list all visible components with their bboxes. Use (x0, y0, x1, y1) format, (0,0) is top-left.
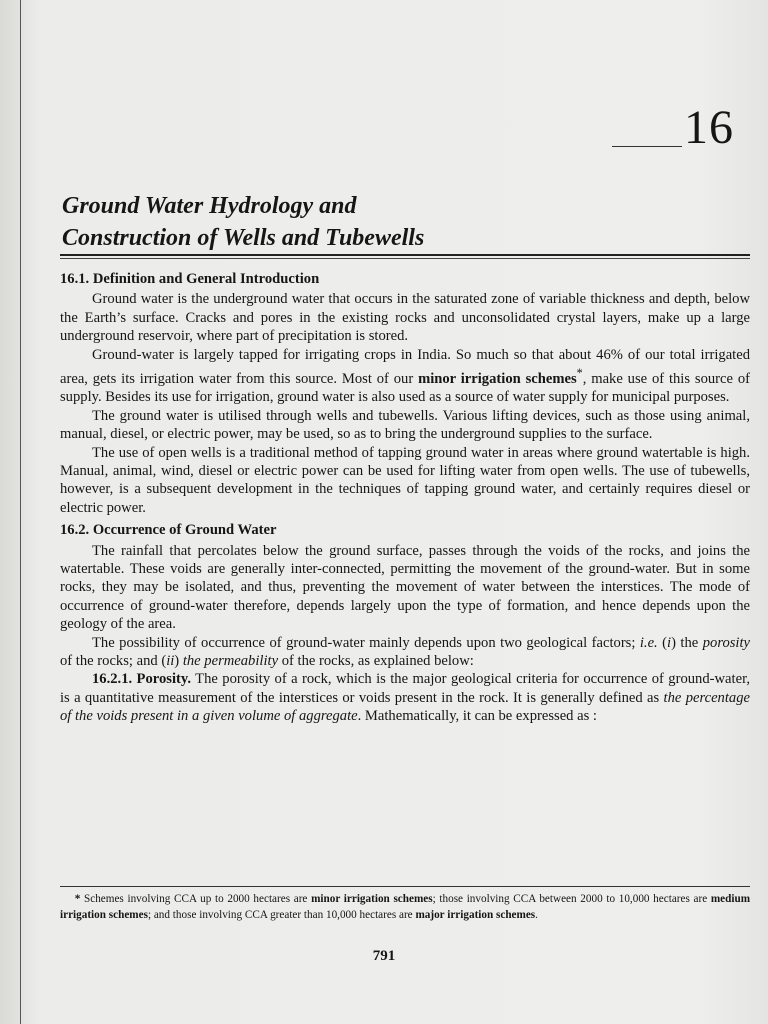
italic-term: i (667, 634, 672, 651)
section-heading-16-1: 16.1. Definition and General Introduction (60, 271, 320, 287)
text-run: Schemes involving CCA up to 2000 hectares are (84, 893, 312, 905)
text-run: of the rocks, as explained below: (278, 652, 474, 669)
text-run: . (535, 908, 538, 921)
italic-term: porosity (702, 634, 751, 651)
bold-term: minor irrigation schemes (311, 893, 433, 905)
text-run: ; those involving CCA between 2000 to 10,000 hectares are (432, 893, 711, 905)
bold-term: medium irrigation schemes (60, 893, 751, 921)
bold-term: minor irrigation schemes (418, 370, 577, 387)
binding-edge (20, 0, 21, 1024)
text-run: , make use of this source of supply. Besides its use for irrigation, ground water is also used as a source of water supply for municipal purposes. (60, 370, 750, 406)
italic-term: the percentage of the voids present in a given volume of aggregate (60, 689, 750, 725)
italic-term: ii (166, 652, 175, 669)
title-rule (60, 254, 750, 256)
text-run: of the rocks; and ( (60, 652, 167, 669)
chapter-title-line-2: Construction of Wells and Tubewells (62, 225, 425, 251)
chapter-rule (612, 146, 682, 147)
chapter-title-line-1: Ground Water Hydrology and (62, 193, 357, 219)
paragraph: The ground water is utilised through wells and tubewells. Various lifting devices, such as those using animal, manual, diesel, or electric power, may be used, so as to bring the underground supplies to the surface. (60, 407, 750, 443)
footnote-mark: * (74, 893, 85, 905)
page-number: 791 (372, 948, 396, 964)
italic-term: i.e. (639, 634, 658, 651)
chapter-number: 16 (684, 101, 734, 154)
footnote (60, 892, 750, 923)
subsection-heading-16-2-1: 16.2.1. Porosity. (92, 671, 192, 688)
text-run: ) the (671, 634, 703, 651)
bold-term: major irrigation schemes (415, 908, 536, 921)
paragraph (60, 670, 750, 725)
text-run: The possibility of occurrence of ground-water mainly depends upon two geological factors; (92, 634, 640, 651)
footnote-rule (60, 886, 750, 887)
text-run: Ground-water is largely tapped for irrigating crops in India. So much so that about 46% of our total irrigated area, gets its irrigation water from this source. Most of our (60, 346, 750, 387)
chapter-title (62, 190, 742, 254)
text-run: ) (174, 652, 183, 669)
body-text (60, 270, 750, 726)
text-run: ( (657, 634, 668, 651)
section-heading-16-2: 16.2. Occurrence of Ground Water (60, 522, 277, 539)
paragraph (60, 346, 750, 407)
text-run: The porosity of a rock, which is the major geological criteria for occurrence of ground-water, is a quantitative measurement of the interstices or voids present in the rock. It is generally defined as (60, 671, 750, 706)
title-rule-thin (60, 258, 750, 259)
footnote-mark: * (576, 366, 583, 381)
paragraph: The rainfall that percolates below the ground surface, passes through the voids of the rocks, and joins the watertable. These voids are generally inter-connected, permitting the movement of the ground-water. But in some rocks, they may be isolated, and thus, preventing the movement of water between the interstices. The mode of occurrence of ground-water therefore, depends largely upon the type of formation, and hence depends upon the geology of the area. (60, 542, 750, 633)
text-run: ; and those involving CCA greater than 10,000 hectares are (147, 908, 416, 921)
paragraph: Ground water is the underground water that occurs in the saturated zone of variable thickness and depth, below the Earth’s surface. Cracks and pores in the existing rocks and unconsolidated crystal layers, make up a large underground reservoir, where part of precipitation is stored. (60, 291, 750, 345)
text-run: . Mathematically, it can be expressed as : (357, 708, 597, 725)
italic-term: the permeability (182, 652, 279, 669)
paragraph: The use of open wells is a traditional method of tapping ground water in areas where ground watertable is high. Manual, animal, wind, diesel or electric power can be used for lifting water from open wells. The use of tubewells, however, is a subsequent development in the techniques of tapping ground water, and certainly requires diesel or electric power. (60, 444, 750, 516)
paragraph (60, 634, 750, 671)
